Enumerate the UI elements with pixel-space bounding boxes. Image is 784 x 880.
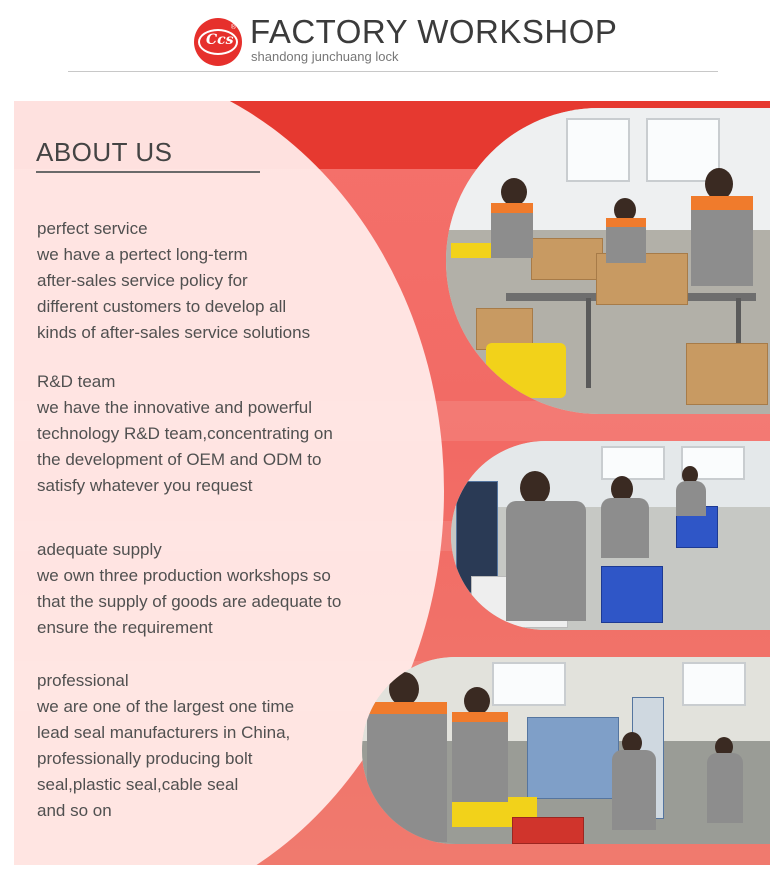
block-line: lead seal manufacturers in China, [37, 723, 291, 742]
block-line: that the supply of goods are adequate to [37, 592, 342, 611]
heading-underline [36, 171, 260, 173]
block-line: the development of OEM and ODM to [37, 450, 322, 469]
text-block-service [37, 216, 310, 346]
brand-logo [194, 18, 242, 66]
block-title: perfect service [37, 219, 148, 238]
block-line: different customers to develop all [37, 297, 287, 316]
text-block-rnd [37, 369, 333, 499]
block-line: kinds of after-sales service solutions [37, 323, 311, 342]
block-line: professionally producing bolt [37, 749, 253, 768]
block-title: professional [37, 671, 129, 690]
block-line: we have a pertect long-term [37, 245, 248, 264]
block-line: ensure the requirement [37, 618, 213, 637]
page-title: FACTORY WORKSHOP [250, 13, 618, 50]
block-line: seal,plastic seal,cable seal [37, 775, 239, 794]
block-title: adequate supply [37, 540, 162, 559]
header-divider [68, 71, 718, 72]
logo-mark [198, 29, 238, 55]
block-line: we are one of the largest one time [37, 697, 295, 716]
page-subtitle: shandong junchuang lock [251, 49, 399, 64]
text-block-supply [37, 537, 341, 641]
text-block-professional [37, 668, 294, 824]
block-line: we own three production workshops so [37, 566, 331, 585]
workshop-photo-packing [446, 108, 770, 414]
block-title: R&D team [37, 372, 116, 391]
registered-mark-icon: ® [230, 24, 236, 31]
block-line: technology R&D team,concentrating on [37, 424, 333, 443]
block-line: and so on [37, 801, 112, 820]
logo-text: Ccs [206, 32, 234, 48]
section-heading: ABOUT US [36, 137, 173, 167]
workshop-photo-molding [362, 657, 770, 844]
workshop-photo-assembly [451, 441, 770, 630]
block-line: satisfy whatever you request [37, 476, 253, 495]
block-line: we have the innovative and powerful [37, 398, 313, 417]
block-line: after-sales service policy for [37, 271, 248, 290]
